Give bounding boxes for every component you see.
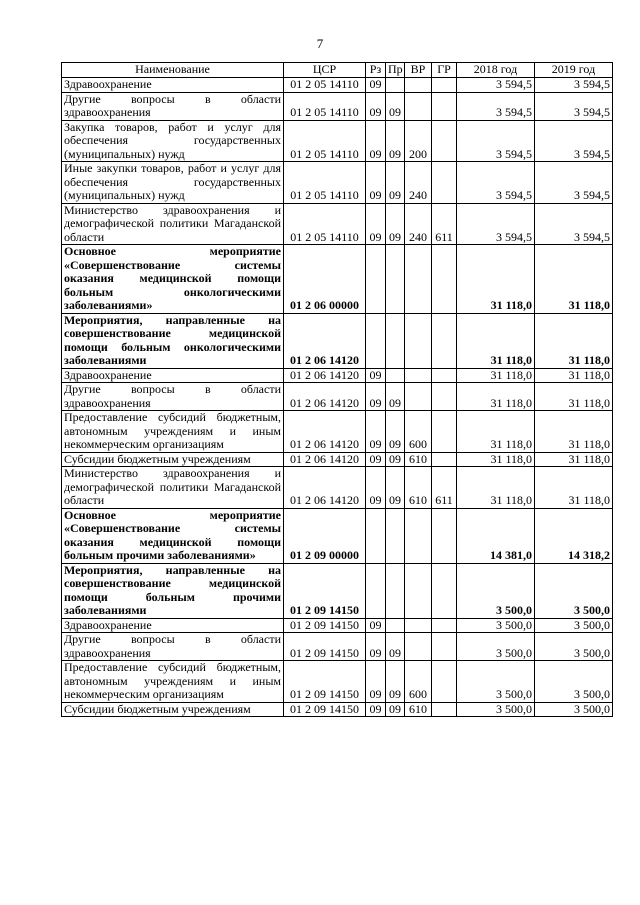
cell-2019: 3 594,5 — [535, 78, 613, 93]
cell-gr — [432, 120, 457, 162]
cell-csr: 01 2 09 14150 — [284, 633, 366, 661]
cell-2018: 31 118,0 — [457, 411, 535, 453]
column-header-csr: ЦСР — [284, 63, 366, 78]
cell-2018: 14 381,0 — [457, 508, 535, 563]
cell-2018: 31 118,0 — [457, 452, 535, 467]
table-row — [62, 467, 613, 509]
table-row — [62, 411, 613, 453]
cell-2019: 3 500,0 — [535, 563, 613, 618]
cell-2018: 3 500,0 — [457, 618, 535, 633]
cell-gr — [432, 661, 457, 703]
cell-2019: 3 500,0 — [535, 618, 613, 633]
cell-name: Субсидии бюджетным учреждениям — [62, 452, 284, 467]
table-row — [62, 508, 613, 563]
cell-csr: 01 2 06 14120 — [284, 467, 366, 509]
cell-vr — [405, 245, 432, 314]
cell-csr: 01 2 06 00000 — [284, 245, 366, 314]
cell-gr — [432, 383, 457, 411]
cell-csr: 01 2 06 14120 — [284, 368, 366, 383]
cell-gr — [432, 245, 457, 314]
cell-2019: 31 118,0 — [535, 383, 613, 411]
table-row — [62, 78, 613, 93]
cell-rz: 09 — [366, 618, 386, 633]
cell-gr — [432, 618, 457, 633]
cell-2019: 3 500,0 — [535, 702, 613, 717]
column-header-2018: 2018 год — [457, 63, 535, 78]
cell-2018: 3 594,5 — [457, 78, 535, 93]
cell-csr: 01 2 06 14120 — [284, 452, 366, 467]
cell-gr — [432, 452, 457, 467]
table-row — [62, 120, 613, 162]
table-row — [62, 383, 613, 411]
cell-pr: 09 — [386, 467, 405, 509]
cell-csr: 01 2 09 00000 — [284, 508, 366, 563]
cell-rz: 09 — [366, 411, 386, 453]
cell-2018: 3 500,0 — [457, 661, 535, 703]
cell-csr: 01 2 06 14120 — [284, 383, 366, 411]
cell-name: Основное мероприятие «Совершенствование системы оказания медицинской помощи больным онкологическими заболеваниями» — [62, 245, 284, 314]
cell-name: Здравоохранение — [62, 368, 284, 383]
table-row — [62, 633, 613, 661]
column-header-pr: Пр — [386, 63, 405, 78]
cell-name: Здравоохранение — [62, 78, 284, 93]
cell-gr: 611 — [432, 203, 457, 245]
cell-pr: 09 — [386, 702, 405, 717]
cell-csr: 01 2 05 14110 — [284, 162, 366, 204]
cell-2019: 3 594,5 — [535, 120, 613, 162]
cell-name: Субсидии бюджетным учреждениям — [62, 702, 284, 717]
cell-csr: 01 2 06 14120 — [284, 411, 366, 453]
cell-rz: 09 — [366, 467, 386, 509]
cell-2019: 31 118,0 — [535, 245, 613, 314]
cell-2018: 3 500,0 — [457, 563, 535, 618]
cell-pr — [386, 563, 405, 618]
column-header-vr: ВР — [405, 63, 432, 78]
cell-rz: 09 — [366, 162, 386, 204]
cell-2018: 31 118,0 — [457, 245, 535, 314]
cell-name: Предоставление субсидий бюджетным, автономным учреждениям и иным некоммерческим организациям — [62, 411, 284, 453]
table-row — [62, 203, 613, 245]
cell-2018: 31 118,0 — [457, 313, 535, 368]
cell-pr — [386, 245, 405, 314]
cell-rz: 09 — [366, 78, 386, 93]
cell-gr — [432, 368, 457, 383]
cell-csr: 01 2 09 14150 — [284, 618, 366, 633]
cell-name: Мероприятия, направленные на совершенствование медицинской помощи больным прочими заболеваниями — [62, 563, 284, 618]
cell-vr: 200 — [405, 120, 432, 162]
cell-vr: 600 — [405, 661, 432, 703]
cell-rz — [366, 245, 386, 314]
cell-vr: 240 — [405, 203, 432, 245]
cell-name: Министерство здравоохранения и демографической политики Магаданской области — [62, 203, 284, 245]
cell-vr: 600 — [405, 411, 432, 453]
cell-2018: 3 594,5 — [457, 120, 535, 162]
cell-rz: 09 — [366, 120, 386, 162]
cell-2019: 31 118,0 — [535, 368, 613, 383]
cell-2019: 3 500,0 — [535, 633, 613, 661]
cell-rz: 09 — [366, 383, 386, 411]
cell-name: Здравоохранение — [62, 618, 284, 633]
cell-csr: 01 2 05 14110 — [284, 92, 366, 120]
cell-gr — [432, 563, 457, 618]
cell-2019: 31 118,0 — [535, 452, 613, 467]
cell-name: Предоставление субсидий бюджетным, автономным учреждениям и иным некоммерческим организациям — [62, 661, 284, 703]
cell-vr — [405, 383, 432, 411]
cell-name: Закупка товаров, работ и услуг для обеспечения государственных (муниципальных) нужд — [62, 120, 284, 162]
cell-pr: 09 — [386, 661, 405, 703]
cell-2019: 31 118,0 — [535, 411, 613, 453]
cell-2019: 3 594,5 — [535, 162, 613, 204]
cell-2018: 3 594,5 — [457, 203, 535, 245]
cell-rz: 09 — [366, 633, 386, 661]
cell-2019: 31 118,0 — [535, 313, 613, 368]
cell-name: Другие вопросы в области здравоохранения — [62, 92, 284, 120]
cell-pr: 09 — [386, 633, 405, 661]
table-row — [62, 162, 613, 204]
cell-pr — [386, 313, 405, 368]
cell-csr: 01 2 05 14110 — [284, 203, 366, 245]
cell-2019: 31 118,0 — [535, 467, 613, 509]
cell-pr — [386, 508, 405, 563]
cell-pr: 09 — [386, 162, 405, 204]
table-row — [62, 452, 613, 467]
cell-name: Другие вопросы в области здравоохранения — [62, 383, 284, 411]
cell-csr: 01 2 09 14150 — [284, 563, 366, 618]
cell-2018: 3 500,0 — [457, 702, 535, 717]
cell-2018: 3 594,5 — [457, 162, 535, 204]
cell-name: Основное мероприятие «Совершенствование системы оказания медицинской помощи больным прочими заболеваниями» — [62, 508, 284, 563]
cell-pr: 09 — [386, 203, 405, 245]
cell-pr: 09 — [386, 383, 405, 411]
cell-vr: 610 — [405, 452, 432, 467]
cell-vr: 240 — [405, 162, 432, 204]
cell-csr: 01 2 09 14150 — [284, 702, 366, 717]
cell-rz: 09 — [366, 203, 386, 245]
cell-gr — [432, 702, 457, 717]
cell-gr — [432, 633, 457, 661]
cell-vr — [405, 563, 432, 618]
column-header-gr: ГР — [432, 63, 457, 78]
cell-name: Мероприятия, направленные на совершенствование медицинской помощи больным онкологическими заболеваниями — [62, 313, 284, 368]
cell-vr — [405, 368, 432, 383]
cell-gr — [432, 78, 457, 93]
budget-table — [61, 62, 613, 717]
cell-2018: 3 500,0 — [457, 633, 535, 661]
table-row — [62, 702, 613, 717]
table-row — [62, 368, 613, 383]
cell-csr: 01 2 05 14110 — [284, 78, 366, 93]
cell-gr: 611 — [432, 467, 457, 509]
cell-2018: 31 118,0 — [457, 383, 535, 411]
cell-rz — [366, 563, 386, 618]
table-row — [62, 245, 613, 314]
cell-2018: 31 118,0 — [457, 368, 535, 383]
cell-pr: 09 — [386, 452, 405, 467]
cell-gr — [432, 313, 457, 368]
cell-rz: 09 — [366, 92, 386, 120]
cell-pr: 09 — [386, 120, 405, 162]
cell-vr — [405, 78, 432, 93]
cell-2019: 3 500,0 — [535, 661, 613, 703]
table-row — [62, 313, 613, 368]
column-header-2019: 2019 год — [535, 63, 613, 78]
table-row — [62, 618, 613, 633]
cell-vr: 610 — [405, 467, 432, 509]
cell-rz — [366, 508, 386, 563]
column-header-name: Наименование — [62, 63, 284, 78]
table-body — [62, 78, 613, 717]
cell-rz — [366, 313, 386, 368]
cell-2019: 14 318,2 — [535, 508, 613, 563]
column-header-rz: Рз — [366, 63, 386, 78]
cell-vr — [405, 92, 432, 120]
cell-csr: 01 2 05 14110 — [284, 120, 366, 162]
cell-2018: 3 594,5 — [457, 92, 535, 120]
header-row — [62, 63, 613, 78]
cell-name: Иные закупки товаров, работ и услуг для обеспечения государственных (муниципальных) нужд — [62, 162, 284, 204]
cell-gr — [432, 508, 457, 563]
cell-2018: 31 118,0 — [457, 467, 535, 509]
cell-vr — [405, 508, 432, 563]
cell-2019: 3 594,5 — [535, 203, 613, 245]
cell-name: Министерство здравоохранения и демографической политики Магаданской области — [62, 467, 284, 509]
cell-vr — [405, 618, 432, 633]
cell-vr — [405, 633, 432, 661]
table-row — [62, 661, 613, 703]
cell-csr: 01 2 06 14120 — [284, 313, 366, 368]
cell-vr — [405, 313, 432, 368]
cell-name: Другие вопросы в области здравоохранения — [62, 633, 284, 661]
cell-pr: 09 — [386, 411, 405, 453]
table-row — [62, 92, 613, 120]
cell-gr — [432, 92, 457, 120]
cell-gr — [432, 411, 457, 453]
cell-pr — [386, 618, 405, 633]
table-row — [62, 563, 613, 618]
cell-rz: 09 — [366, 368, 386, 383]
cell-pr — [386, 78, 405, 93]
cell-rz: 09 — [366, 452, 386, 467]
cell-vr: 610 — [405, 702, 432, 717]
cell-pr — [386, 368, 405, 383]
page-number: 7 — [316, 36, 324, 51]
cell-gr — [432, 162, 457, 204]
cell-rz: 09 — [366, 702, 386, 717]
cell-pr: 09 — [386, 92, 405, 120]
cell-rz: 09 — [366, 661, 386, 703]
cell-2019: 3 594,5 — [535, 92, 613, 120]
cell-csr: 01 2 09 14150 — [284, 661, 366, 703]
